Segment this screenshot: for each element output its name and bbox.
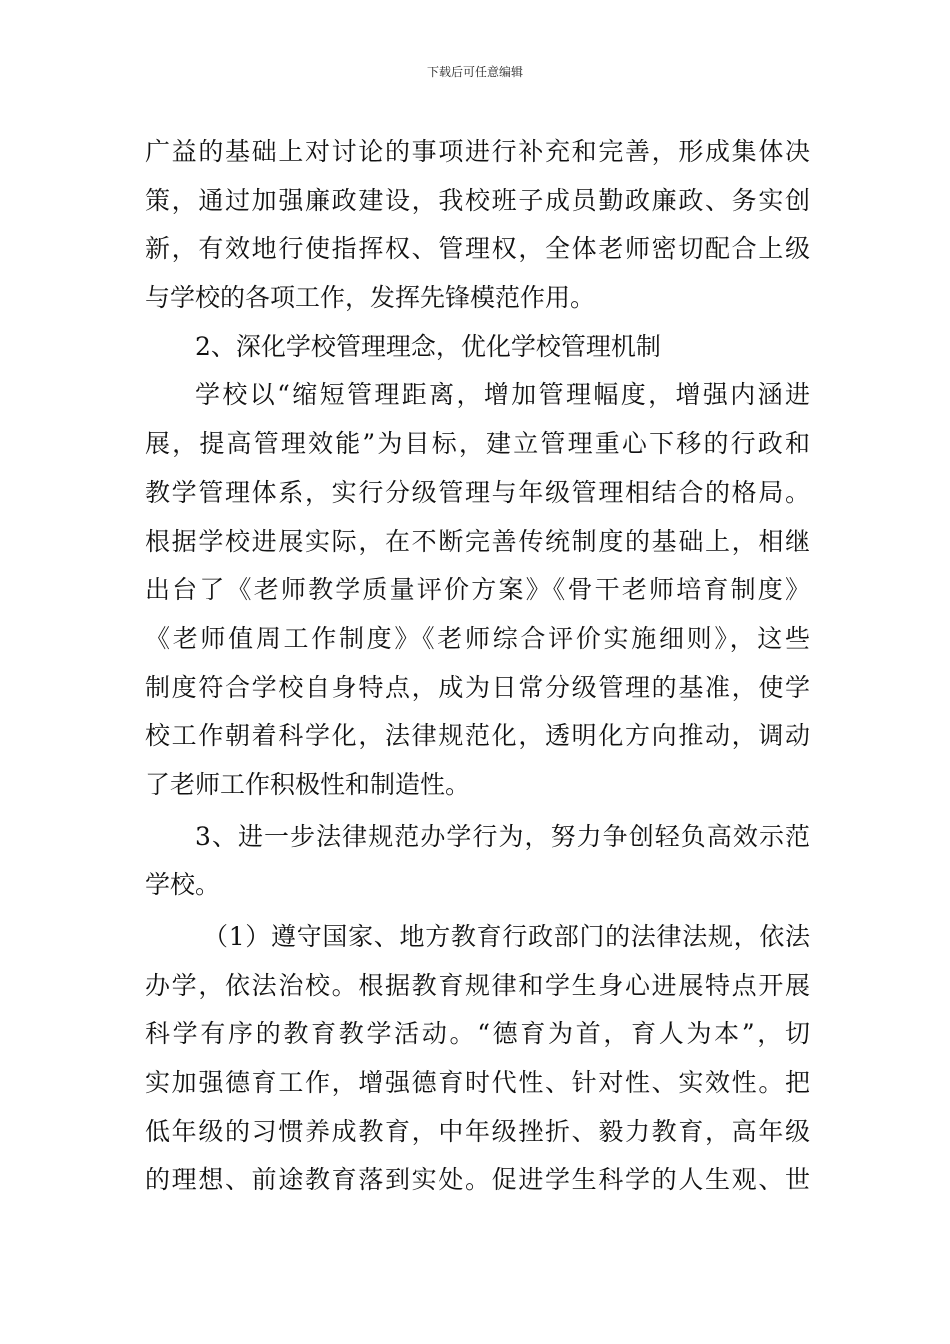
text-line: 实加强德育工作，增强德育时代性、针对性、实效性。把 xyxy=(145,1068,810,1098)
subsection-heading-1: （1）遵守国家、地方教育行政部门的法律法规，依法 xyxy=(203,922,810,951)
page-header: 下载后可任意编辑 xyxy=(426,65,523,79)
text-line: 新，有效地行使指挥权、管理权，全体老师密切配合上级 xyxy=(145,234,810,264)
text-line: 学校。 xyxy=(145,870,221,900)
text-line: 办学，依法治校。根据教育规律和学生身心进展特点开展 xyxy=(145,970,810,1000)
text-line: 科学有序的教育教学活动。“德育为首，育人为本”，切 xyxy=(145,1019,810,1049)
text-line: 的理想、前途教育落到实处。促进学生科学的人生观、世 xyxy=(145,1165,810,1195)
text-line: 出台了《老师教学质量评价方案》《骨干老师培育制度》 xyxy=(145,575,810,605)
section-heading-2: 2、深化学校管理理念，优化学校管理机制 xyxy=(195,331,661,361)
text-line: 与学校的各项工作，发挥先锋模范作用。 xyxy=(145,283,596,313)
text-line: 教学管理体系，实行分级管理与年级管理相结合的格局。 xyxy=(145,477,810,507)
text-line: 《老师值周工作制度》《老师综合评价实施细则》，这些 xyxy=(145,623,810,653)
text-line: 根据学校进展实际，在不断完善传统制度的基础上，相继 xyxy=(145,526,810,556)
section-heading-3: 3、进一步法律规范办学行为，努力争创轻负高效示范 xyxy=(195,821,810,851)
body-text xyxy=(145,128,810,1205)
text-line: 广益的基础上对讨论的事项进行补充和完善，形成集体决 xyxy=(145,137,810,166)
text-line: 学校以“缩短管理距离，增加管理幅度，增强内涵进 xyxy=(195,380,810,410)
text-line: 展，提高管理效能”为目标，建立管理重心下移的行政和 xyxy=(145,429,810,459)
text-line: 低年级的习惯养成教育，中年级挫折、毅力教育，高年级 xyxy=(145,1116,810,1146)
text-line: 制度符合学校自身特点，成为日常分级管理的基准，使学 xyxy=(145,672,810,702)
text-line: 了老师工作积极性和制造性。 xyxy=(145,769,471,799)
text-line: 策，通过加强廉政建设，我校班子成员勤政廉政、务实创 xyxy=(145,185,810,215)
text-line: 校工作朝着科学化，法律规范化，透明化方向推动，调动 xyxy=(145,721,810,751)
